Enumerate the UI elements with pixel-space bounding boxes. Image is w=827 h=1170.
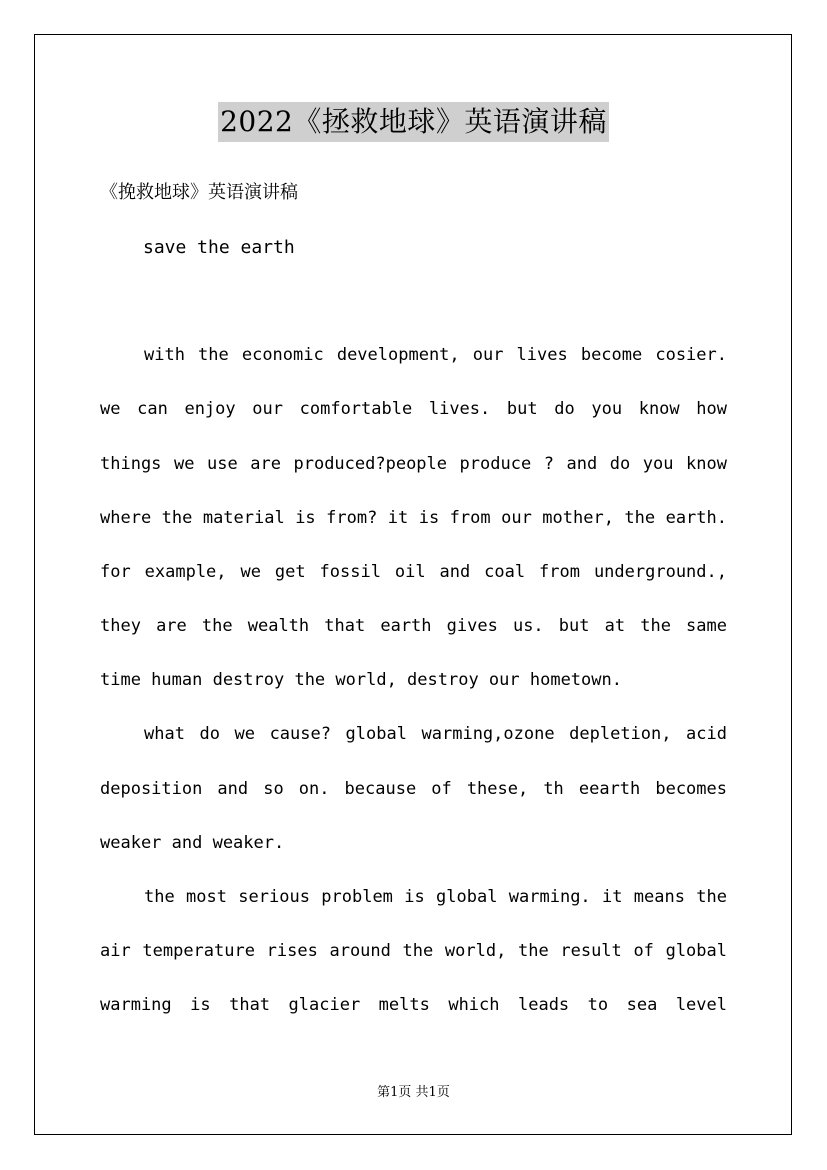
body-line: what do we cause? global warming,ozone depletion, acid (144, 724, 727, 744)
document-subtitle: 《挽救地球》英语演讲稿 (100, 182, 298, 203)
body-line: we can enjoy our comfortable lives. but do you know how (100, 399, 727, 419)
body-line: the most serious problem is global warming. it means the (144, 887, 727, 907)
body-line: deposition and so on. because of these, th eearth becomes (100, 779, 727, 799)
body-line: for example, we get fossil oil and coal from underground., (100, 562, 727, 582)
body-line: air temperature rises around the world, the result of global (100, 941, 727, 961)
page-footer: 第1页 共1页 (377, 1085, 450, 1100)
document-title: 2022《拯救地球》英语演讲稿 (218, 102, 609, 142)
body-line: time human destroy the world, destroy our hometown. (100, 670, 622, 690)
title-container (0, 102, 827, 142)
body-line: weaker and weaker. (100, 833, 285, 853)
speech-heading: save the earth (143, 237, 295, 258)
body-line: where the material is from? it is from our mother, the earth. (100, 508, 727, 528)
body-line: they are the wealth that earth gives us. but at the same (100, 616, 727, 636)
body-line: with the economic development, our lives become cosier. (144, 345, 727, 365)
body-line: warming is that glacier melts which leads to sea level (100, 995, 727, 1015)
body-line: things we use are produced?people produce ? and do you know (100, 454, 727, 474)
